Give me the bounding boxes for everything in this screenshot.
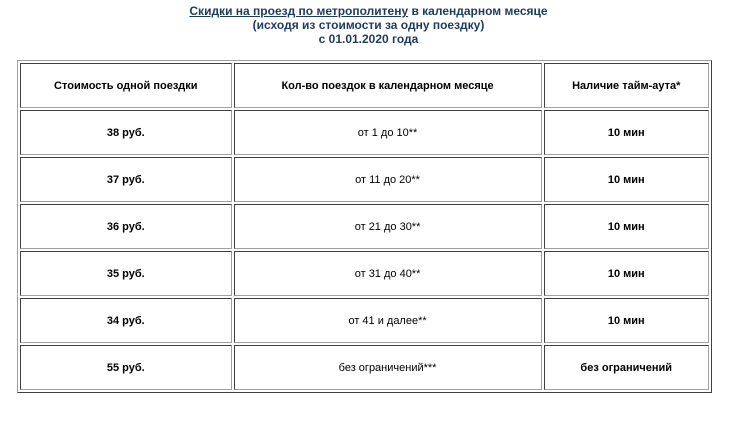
trips-cell: без ограничений*** bbox=[234, 345, 542, 390]
fare-discount-table bbox=[17, 60, 712, 393]
trips-cell: от 41 и далее** bbox=[234, 298, 542, 343]
page-heading bbox=[0, 4, 737, 46]
heading-title-rest: в календарном месяце bbox=[408, 4, 548, 18]
timeout-cell: 10 мин bbox=[544, 204, 710, 249]
timeout-cell: 10 мин bbox=[544, 157, 710, 202]
price-cell: 34 руб. bbox=[20, 298, 232, 343]
table-row bbox=[20, 298, 709, 343]
timeout-cell: без ограничений bbox=[544, 345, 710, 390]
trips-cell: от 21 до 30** bbox=[234, 204, 542, 249]
timeout-cell: 10 мин bbox=[544, 298, 710, 343]
table-row bbox=[20, 251, 709, 296]
table-header-row bbox=[20, 63, 709, 108]
trips-cell: от 31 до 40** bbox=[234, 251, 542, 296]
timeout-cell: 10 мин bbox=[544, 110, 710, 155]
table-row bbox=[20, 345, 709, 390]
price-cell: 55 руб. bbox=[20, 345, 232, 390]
heading-date: с 01.01.2020 года bbox=[318, 32, 419, 46]
table-row bbox=[20, 204, 709, 249]
trips-cell: от 11 до 20** bbox=[234, 157, 542, 202]
table-row bbox=[20, 110, 709, 155]
price-cell: 36 руб. bbox=[20, 204, 232, 249]
heading-title-line bbox=[0, 4, 737, 18]
header-trips: Кол-во поездок в календарном месяце bbox=[234, 63, 542, 108]
header-price: Стоимость одной поездки bbox=[20, 63, 232, 108]
price-cell: 37 руб. bbox=[20, 157, 232, 202]
timeout-cell: 10 мин bbox=[544, 251, 710, 296]
price-cell: 38 руб. bbox=[20, 110, 232, 155]
table-row bbox=[20, 157, 709, 202]
metro-discounts-link[interactable]: Скидки на проезд по метрополитену bbox=[189, 4, 409, 18]
header-timeout: Наличие тайм-аута* bbox=[544, 63, 710, 108]
heading-subtitle: (исходя из стоимости за одну поездку) bbox=[252, 18, 485, 32]
trips-cell: от 1 до 10** bbox=[234, 110, 542, 155]
price-cell: 35 руб. bbox=[20, 251, 232, 296]
